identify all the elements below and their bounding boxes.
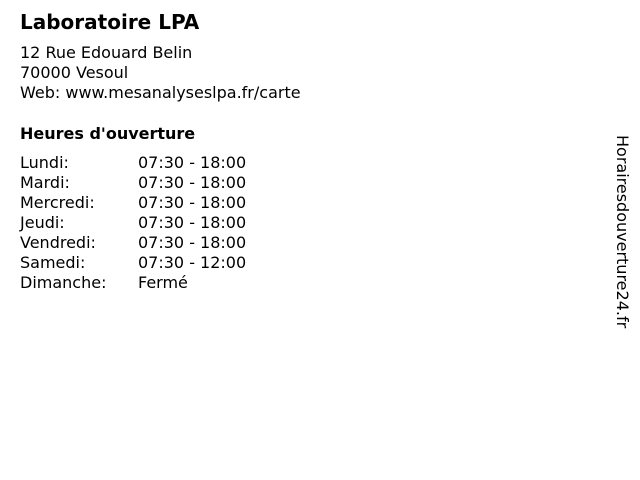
site-watermark (612, 135, 634, 345)
time-range: 07:30 - 18:00 (138, 213, 247, 232)
business-name: Laboratoire LPA (20, 10, 200, 34)
day-label: Vendredi: (20, 233, 96, 252)
day-label: Mercredi: (20, 193, 95, 212)
day-label: Samedi: (20, 253, 86, 272)
time-range: 07:30 - 18:00 (138, 233, 247, 252)
website-link[interactable]: Web: www.mesanalyseslpa.fr/carte (20, 83, 301, 102)
opening-hours-heading: Heures d'ouverture (20, 124, 196, 143)
watermark-text: Horairesdouverture24.fr (613, 135, 632, 329)
street-address: 12 Rue Edouard Belin (20, 43, 193, 62)
time-range: 07:30 - 18:00 (138, 173, 247, 192)
time-range: 07:30 - 12:00 (138, 253, 247, 272)
day-label: Dimanche: (20, 273, 107, 292)
time-range: 07:30 - 18:00 (138, 193, 247, 212)
business-address (20, 43, 301, 103)
day-label: Lundi: (20, 153, 69, 172)
time-range: Fermé (138, 273, 188, 292)
time-range: 07:30 - 18:00 (138, 153, 247, 172)
city-postcode: 70000 Vesoul (20, 63, 129, 82)
day-label: Mardi: (20, 173, 70, 192)
day-label: Jeudi: (20, 213, 65, 232)
